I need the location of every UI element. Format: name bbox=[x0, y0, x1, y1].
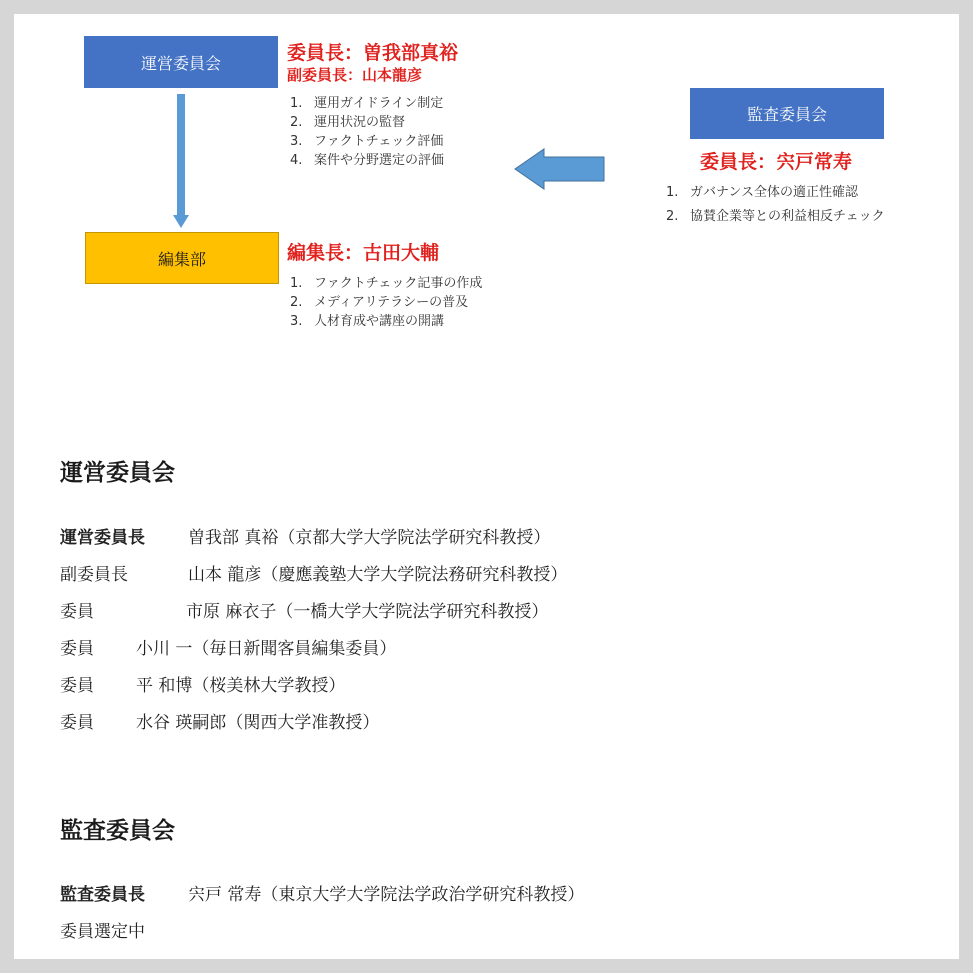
list-item: 1. ガバナンス全体の適正性確認 bbox=[666, 185, 858, 200]
list-item: 3. 人材育成や講座の開講 bbox=[290, 314, 445, 329]
audit-note bbox=[60, 917, 145, 942]
editorial-chief-title: 編集長：古田大輔 bbox=[287, 242, 440, 264]
audit-section-heading: 監査委員会 bbox=[60, 818, 175, 844]
editorial-department-box bbox=[85, 232, 279, 284]
member-role: 委員 bbox=[60, 713, 94, 733]
member-name: 平 和博（桜美林大学教授） bbox=[136, 676, 346, 696]
member-role: 運営委員長 bbox=[60, 528, 145, 548]
left-arrow bbox=[515, 149, 604, 189]
member-role: 委員 bbox=[60, 602, 94, 622]
list-item: 2. 運用状況の監督 bbox=[290, 115, 406, 130]
audit-note-text: 委員選定中 bbox=[60, 922, 145, 942]
member-name: 水谷 瑛嗣郎（関西大学准教授） bbox=[136, 713, 380, 733]
audit-committee-box-label: 監査委員会 bbox=[746, 105, 827, 124]
list-item: 2. メディアリテラシーの普及 bbox=[290, 295, 469, 310]
member-name: 曽我部 真裕（京都大学大学院法学研究科教授） bbox=[188, 528, 551, 548]
audit-committee-box bbox=[690, 88, 884, 139]
steering-vice-title: 副委員長：山本龍彦 bbox=[287, 66, 423, 84]
member-role: 委員 bbox=[60, 676, 94, 696]
member-role: 委員 bbox=[60, 639, 94, 659]
editorial-task-list bbox=[290, 274, 482, 331]
steering-committee-box bbox=[84, 36, 278, 88]
member-role: 副委員長 bbox=[60, 565, 128, 585]
editorial-department-box-label: 編集部 bbox=[157, 249, 206, 269]
audit-chair-title: 委員長：宍戸常寿 bbox=[700, 151, 853, 173]
down-arrow bbox=[173, 94, 189, 228]
steering-committee-box-label: 運営委員会 bbox=[140, 53, 221, 73]
member-name: 山本 龍彦（慶應義塾大学大学院法務研究科教授） bbox=[188, 565, 568, 585]
list-item: 1. 運用ガイドライン制定 bbox=[290, 96, 444, 111]
steering-task-list bbox=[290, 94, 444, 170]
list-item: 2. 協賛企業等との利益相反チェック bbox=[666, 209, 885, 224]
list-item: 1. ファクトチェック記事の作成 bbox=[290, 276, 483, 291]
list-item: 3. ファクトチェック評価 bbox=[290, 134, 444, 149]
member-name: 小川 一（毎日新聞客員編集委員） bbox=[136, 639, 397, 659]
member-name: 宍戸 常寿（東京大学大学院法学政治学研究科教授） bbox=[188, 885, 585, 905]
steering-chair-title: 委員長：曽我部真裕 bbox=[287, 42, 459, 64]
steering-section-heading: 運営委員会 bbox=[60, 460, 175, 486]
member-name: 市原 麻衣子（一橋大学大学院法学研究科教授） bbox=[186, 602, 549, 622]
list-item: 4. 案件や分野選定の評価 bbox=[290, 153, 445, 168]
member-role: 監査委員長 bbox=[60, 885, 145, 905]
document-page bbox=[14, 14, 959, 959]
audit-task-list bbox=[666, 181, 885, 229]
